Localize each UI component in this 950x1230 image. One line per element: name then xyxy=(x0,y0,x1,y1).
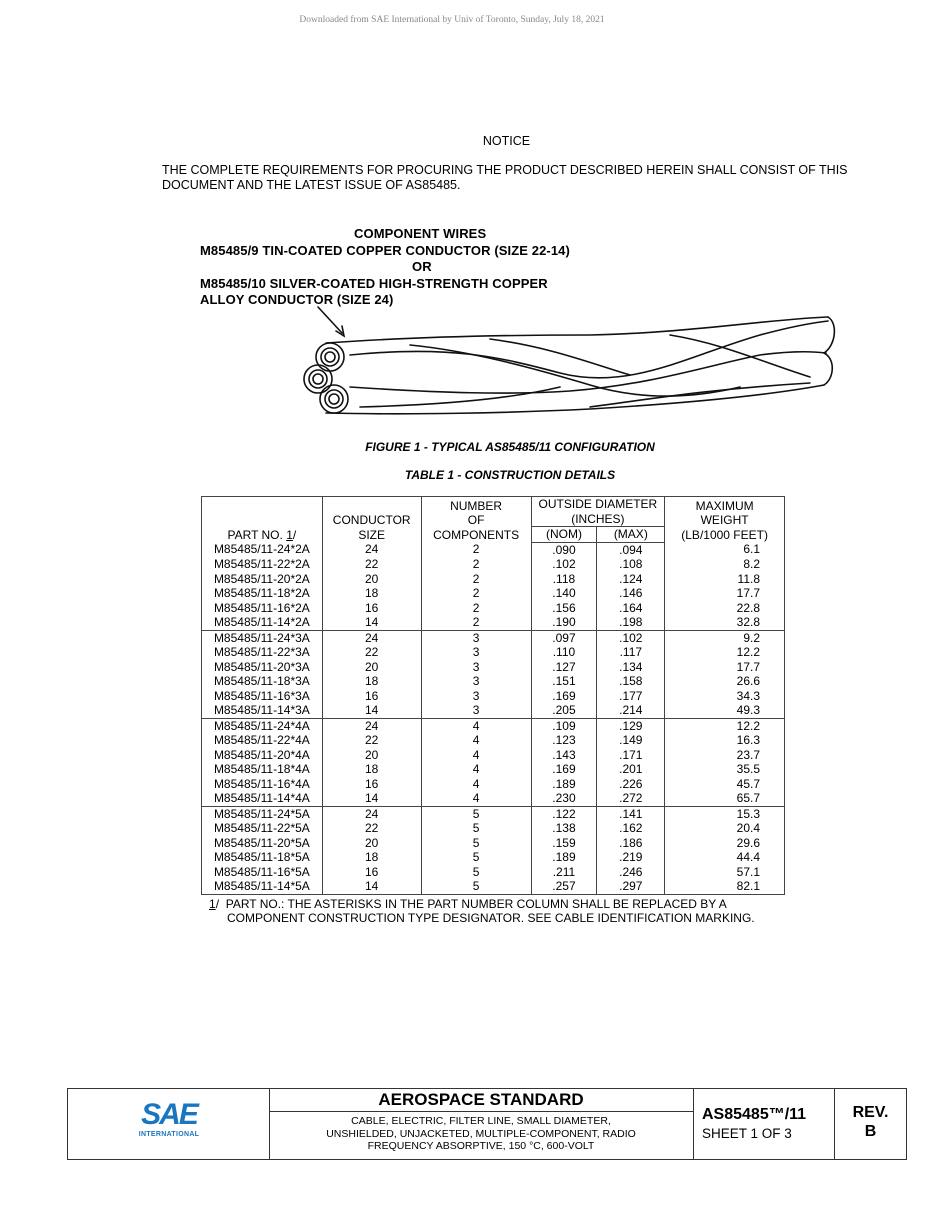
cell-od-nom: .190 xyxy=(531,615,597,630)
cell-components: 2 xyxy=(421,572,531,587)
cell-od-nom: .257 xyxy=(531,879,597,894)
cell-part-no: M85485/11-14*2A xyxy=(202,615,323,630)
cell-max-weight: 15.3 xyxy=(665,806,785,821)
cell-od-nom: .123 xyxy=(531,733,597,748)
cell-od-nom: .189 xyxy=(531,777,597,792)
cell-components: 3 xyxy=(421,689,531,704)
table-row xyxy=(202,645,785,660)
cell-max-weight: 9.2 xyxy=(665,630,785,645)
table-row xyxy=(202,791,785,806)
cell-conductor-size: 22 xyxy=(322,557,421,572)
cell-max-weight: 20.4 xyxy=(665,821,785,836)
cell-od-max: .141 xyxy=(597,806,665,821)
cell-components: 4 xyxy=(421,748,531,763)
cell-part-no: M85485/11-24*3A xyxy=(202,630,323,645)
cell-components: 3 xyxy=(421,630,531,645)
cell-max-weight: 12.2 xyxy=(665,645,785,660)
cell-part-no: M85485/11-16*3A xyxy=(202,689,323,704)
cell-components: 3 xyxy=(421,703,531,718)
sae-logo: SAE INTERNATIONAL xyxy=(138,1098,200,1138)
cell-components: 4 xyxy=(421,777,531,792)
header-conductor-size: CONDUCTOR SIZE xyxy=(322,497,421,543)
cell-conductor-size: 22 xyxy=(322,821,421,836)
cell-conductor-size: 14 xyxy=(322,615,421,630)
cell-od-max: .146 xyxy=(597,586,665,601)
cell-od-nom: .159 xyxy=(531,836,597,851)
logo-cell xyxy=(68,1089,270,1159)
figure-label-line-1: COMPONENT WIRES xyxy=(354,226,487,241)
table-row xyxy=(202,865,785,880)
table-row xyxy=(202,733,785,748)
cell-od-nom: .109 xyxy=(531,718,597,733)
cell-od-max: .177 xyxy=(597,689,665,704)
cell-conductor-size: 24 xyxy=(322,630,421,645)
cell-part-no: M85485/11-22*2A xyxy=(202,557,323,572)
cell-max-weight: 22.8 xyxy=(665,601,785,616)
cell-components: 5 xyxy=(421,879,531,894)
table-body xyxy=(202,542,785,894)
cell-od-nom: .110 xyxy=(531,645,597,660)
table-row xyxy=(202,542,785,557)
cell-conductor-size: 20 xyxy=(322,572,421,587)
table-row xyxy=(202,850,785,865)
cell-part-no: M85485/11-22*3A xyxy=(202,645,323,660)
cell-od-max: .272 xyxy=(597,791,665,806)
table-row xyxy=(202,836,785,851)
cell-od-nom: .143 xyxy=(531,748,597,763)
cell-conductor-size: 18 xyxy=(322,586,421,601)
cell-od-nom: .138 xyxy=(531,821,597,836)
cell-components: 4 xyxy=(421,718,531,733)
header-maximum-weight: MAXIMUM WEIGHT (LB/1000 FEET) xyxy=(665,497,785,543)
notice-text xyxy=(162,163,862,193)
header-part-no: PART NO. 1/ xyxy=(202,497,323,543)
cell-od-nom: .230 xyxy=(531,791,597,806)
cell-conductor-size: 18 xyxy=(322,762,421,777)
cell-conductor-size: 24 xyxy=(322,542,421,557)
cell-od-max: .171 xyxy=(597,748,665,763)
cell-part-no: M85485/11-24*2A xyxy=(202,542,323,557)
cell-od-max: .149 xyxy=(597,733,665,748)
cell-max-weight: 11.8 xyxy=(665,572,785,587)
figure-label-line-5: ALLOY CONDUCTOR (SIZE 24) xyxy=(200,292,394,307)
cell-od-nom: .140 xyxy=(531,586,597,601)
table-row xyxy=(202,821,785,836)
cell-part-no: M85485/11-24*5A xyxy=(202,806,323,821)
cell-conductor-size: 20 xyxy=(322,836,421,851)
revision-cell xyxy=(835,1089,906,1159)
cell-part-no: M85485/11-14*3A xyxy=(202,703,323,718)
cell-od-nom: .211 xyxy=(531,865,597,880)
cell-od-max: .201 xyxy=(597,762,665,777)
cell-components: 4 xyxy=(421,733,531,748)
cell-od-nom: .127 xyxy=(531,660,597,675)
table-row xyxy=(202,748,785,763)
header-inches: (INCHES) xyxy=(531,512,665,527)
table-row xyxy=(202,879,785,894)
cell-conductor-size: 20 xyxy=(322,660,421,675)
leader-line xyxy=(318,307,342,333)
cell-part-no: M85485/11-16*4A xyxy=(202,777,323,792)
document-number-cell xyxy=(694,1089,835,1159)
cell-max-weight: 17.7 xyxy=(665,586,785,601)
table-row xyxy=(202,718,785,733)
cell-part-no: M85485/11-22*5A xyxy=(202,821,323,836)
cell-max-weight: 32.8 xyxy=(665,615,785,630)
cell-max-weight: 6.1 xyxy=(665,542,785,557)
cell-part-no: M85485/11-24*4A xyxy=(202,718,323,733)
cell-od-nom: .118 xyxy=(531,572,597,587)
cell-od-max: .186 xyxy=(597,836,665,851)
cell-components: 5 xyxy=(421,865,531,880)
table-row xyxy=(202,601,785,616)
cell-od-max: .108 xyxy=(597,557,665,572)
header-max: (MAX) xyxy=(597,527,665,543)
cell-od-max: .219 xyxy=(597,850,665,865)
cell-components: 2 xyxy=(421,601,531,616)
cell-max-weight: 29.6 xyxy=(665,836,785,851)
construction-details-table xyxy=(201,496,785,895)
cell-max-weight: 82.1 xyxy=(665,879,785,894)
table-row xyxy=(202,674,785,689)
cell-od-max: .102 xyxy=(597,630,665,645)
cell-conductor-size: 22 xyxy=(322,645,421,660)
footnote xyxy=(209,897,755,925)
cell-max-weight: 23.7 xyxy=(665,748,785,763)
table-row xyxy=(202,689,785,704)
cell-od-nom: .151 xyxy=(531,674,597,689)
cable-illustration xyxy=(290,295,850,430)
header-outside-diameter: OUTSIDE DIAMETER xyxy=(531,497,665,512)
table-row xyxy=(202,586,785,601)
cell-conductor-size: 24 xyxy=(322,806,421,821)
cell-conductor-size: 16 xyxy=(322,689,421,704)
cell-components: 5 xyxy=(421,821,531,836)
footnote-line-1: 1/ PART NO.: THE ASTERISKS IN THE PART NUMBER COLUMN SHALL BE REPLACED BY A xyxy=(209,897,727,911)
table-row xyxy=(202,630,785,645)
header-number-of-components: NUMBER OF COMPONENTS xyxy=(421,497,531,543)
cell-od-nom: .097 xyxy=(531,630,597,645)
cell-max-weight: 26.6 xyxy=(665,674,785,689)
table-row xyxy=(202,660,785,675)
cell-part-no: M85485/11-20*5A xyxy=(202,836,323,851)
title-block xyxy=(67,1088,907,1160)
cell-components: 5 xyxy=(421,806,531,821)
cell-part-no: M85485/11-22*4A xyxy=(202,733,323,748)
cell-conductor-size: 16 xyxy=(322,777,421,792)
cell-part-no: M85485/11-18*5A xyxy=(202,850,323,865)
cell-max-weight: 65.7 xyxy=(665,791,785,806)
table-row xyxy=(202,615,785,630)
notice-line-1: THE COMPLETE REQUIREMENTS FOR PROCURING THE PRODUCT DESCRIBED HEREIN SHALL CONSIST OF THIS xyxy=(162,163,848,177)
footnote-line-2: COMPONENT CONSTRUCTION TYPE DESIGNATOR. SEE CABLE IDENTIFICATION MARKING. xyxy=(227,911,755,925)
cell-conductor-size: 18 xyxy=(322,674,421,689)
cell-conductor-size: 14 xyxy=(322,791,421,806)
cell-part-no: M85485/11-16*2A xyxy=(202,601,323,616)
cell-max-weight: 34.3 xyxy=(665,689,785,704)
cell-part-no: M85485/11-20*2A xyxy=(202,572,323,587)
cell-components: 2 xyxy=(421,557,531,572)
cell-part-no: M85485/11-18*3A xyxy=(202,674,323,689)
document-description: CABLE, ELECTRIC, FILTER LINE, SMALL DIAMETER, UNSHIELDED, UNJACKETED, MULTIPLE-COMPONENT, RADIO FREQUENCY ABSORPTIVE, 150 °C, 600-VOLT xyxy=(326,1115,636,1152)
cell-conductor-size: 14 xyxy=(322,703,421,718)
cable-top-edge xyxy=(326,317,828,343)
figure-caption: FIGURE 1 - TYPICAL AS85485/11 CONFIGURATION xyxy=(365,440,655,454)
cell-od-max: .162 xyxy=(597,821,665,836)
cell-components: 4 xyxy=(421,762,531,777)
cell-components: 3 xyxy=(421,674,531,689)
cell-part-no: M85485/11-14*4A xyxy=(202,791,323,806)
cell-max-weight: 44.4 xyxy=(665,850,785,865)
cell-part-no: M85485/11-18*2A xyxy=(202,586,323,601)
sheet-number: SHEET 1 OF 3 xyxy=(702,1126,792,1141)
cell-components: 5 xyxy=(421,836,531,851)
cell-part-no: M85485/11-20*3A xyxy=(202,660,323,675)
cell-conductor-size: 14 xyxy=(322,879,421,894)
table-row xyxy=(202,762,785,777)
cell-od-max: .198 xyxy=(597,615,665,630)
cell-part-no: M85485/11-16*5A xyxy=(202,865,323,880)
cell-conductor-size: 24 xyxy=(322,718,421,733)
cell-od-max: .297 xyxy=(597,879,665,894)
cell-conductor-size: 22 xyxy=(322,733,421,748)
cell-conductor-size: 16 xyxy=(322,865,421,880)
document-number: AS85485™/11 xyxy=(702,1106,807,1123)
cell-od-max: .164 xyxy=(597,601,665,616)
cell-od-max: .214 xyxy=(597,703,665,718)
cell-od-nom: .090 xyxy=(531,542,597,557)
figure-label-line-2: M85485/9 TIN-COATED COPPER CONDUCTOR (SIZE 22-14) xyxy=(200,242,570,258)
cell-od-nom: .189 xyxy=(531,850,597,865)
table-row xyxy=(202,777,785,792)
cell-max-weight: 17.7 xyxy=(665,660,785,675)
cell-od-nom: .102 xyxy=(531,557,597,572)
cell-od-nom: .156 xyxy=(531,601,597,616)
cell-max-weight: 16.3 xyxy=(665,733,785,748)
cell-od-max: .134 xyxy=(597,660,665,675)
cell-od-max: .117 xyxy=(597,645,665,660)
cell-part-no: M85485/11-18*4A xyxy=(202,762,323,777)
cell-od-nom: .205 xyxy=(531,703,597,718)
cell-conductor-size: 16 xyxy=(322,601,421,616)
figure-label-line-3: OR xyxy=(412,259,432,274)
cell-components: 2 xyxy=(421,615,531,630)
cell-od-max: .129 xyxy=(597,718,665,733)
cell-components: 2 xyxy=(421,586,531,601)
header-nom: (NOM) xyxy=(531,527,597,543)
revision: REV. B xyxy=(852,1104,889,1140)
cell-od-nom: .169 xyxy=(531,689,597,704)
description-cell xyxy=(269,1089,694,1159)
cell-components: 3 xyxy=(421,660,531,675)
cell-components: 4 xyxy=(421,791,531,806)
cell-max-weight: 12.2 xyxy=(665,718,785,733)
cell-od-max: .246 xyxy=(597,865,665,880)
cell-od-nom: .122 xyxy=(531,806,597,821)
table-row xyxy=(202,806,785,821)
cell-od-max: .094 xyxy=(597,542,665,557)
cell-od-max: .158 xyxy=(597,674,665,689)
cell-components: 2 xyxy=(421,542,531,557)
notice-title: NOTICE xyxy=(482,134,531,148)
cell-conductor-size: 18 xyxy=(322,850,421,865)
table-row xyxy=(202,572,785,587)
cell-conductor-size: 20 xyxy=(322,748,421,763)
table-row xyxy=(202,557,785,572)
cell-max-weight: 45.7 xyxy=(665,777,785,792)
figure-label-line-4: M85485/10 SILVER-COATED HIGH-STRENGTH COPPER xyxy=(200,275,548,291)
cell-part-no: M85485/11-14*5A xyxy=(202,879,323,894)
table-row xyxy=(202,703,785,718)
cell-od-max: .226 xyxy=(597,777,665,792)
cell-part-no: M85485/11-20*4A xyxy=(202,748,323,763)
cell-od-nom: .169 xyxy=(531,762,597,777)
aerospace-standard-heading: AEROSPACE STANDARD xyxy=(269,1089,693,1112)
cell-od-max: .124 xyxy=(597,572,665,587)
cell-max-weight: 8.2 xyxy=(665,557,785,572)
table-title: TABLE 1 - CONSTRUCTION DETAILS xyxy=(404,468,616,482)
cell-components: 5 xyxy=(421,850,531,865)
download-watermark: Downloaded from SAE International by Univ of Toronto, Sunday, July 18, 2021 xyxy=(299,15,605,25)
cell-max-weight: 35.5 xyxy=(665,762,785,777)
notice-line-2: DOCUMENT AND THE LATEST ISSUE OF AS85485. xyxy=(162,178,461,192)
cell-max-weight: 57.1 xyxy=(665,865,785,880)
cell-max-weight: 49.3 xyxy=(665,703,785,718)
cell-components: 3 xyxy=(421,645,531,660)
